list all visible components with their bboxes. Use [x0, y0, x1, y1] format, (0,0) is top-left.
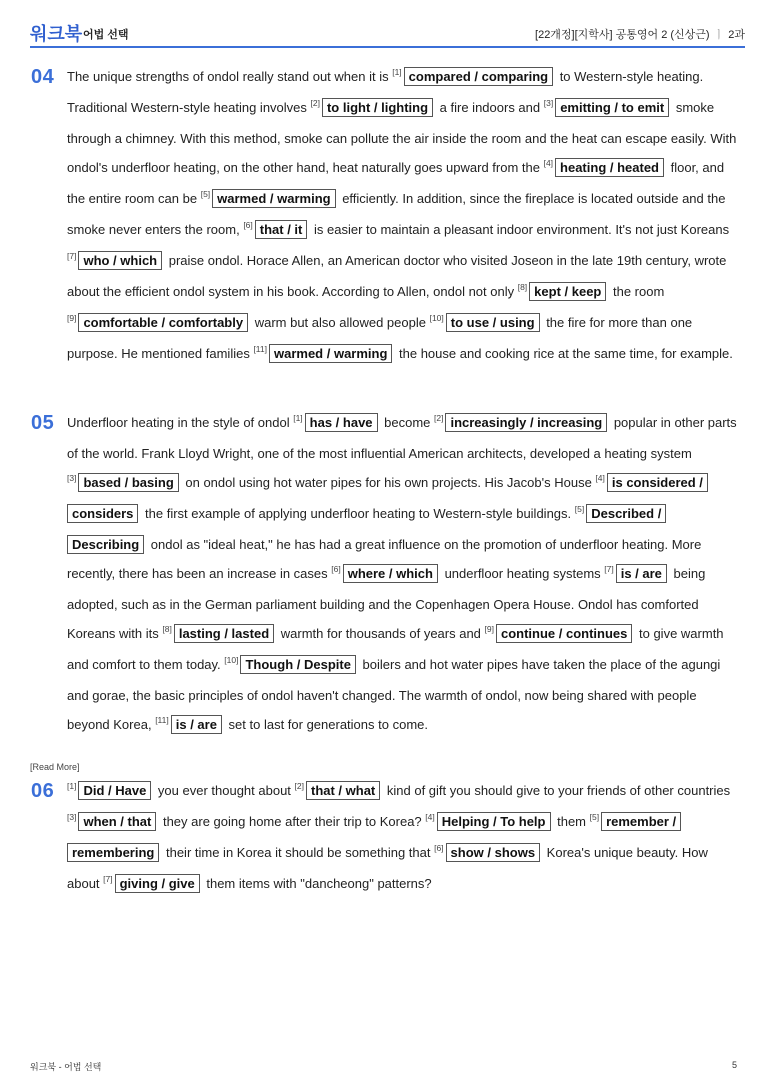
question-number: [10]: [224, 655, 239, 665]
grammar-choice-box[interactable]: to light / lighting: [322, 98, 433, 117]
question-number: [7]: [67, 251, 77, 261]
passage-sentence: to give warmth and comfort to them today.: [67, 626, 724, 672]
passage-sentence: is easier to maintain a pleasant indoor environment. It's not just Koreans: [310, 222, 730, 237]
passage-text: [67, 62, 737, 370]
passage-text: [67, 776, 737, 900]
question-number: [2]: [434, 413, 444, 423]
passage-sentence: popular in other parts of the world. Frank Lloyd Wright, one of the most influential American architects, developed a heating system: [67, 415, 737, 461]
grammar-choice-box[interactable]: show / shows: [446, 843, 541, 862]
question-number: [7]: [103, 874, 113, 884]
passage-sentence: underfloor heating systems: [440, 566, 605, 581]
grammar-choice-box[interactable]: lasting / lasted: [174, 624, 274, 643]
brand-title: 워크북: [30, 24, 83, 44]
grammar-choice-box[interactable]: continue / continues: [496, 624, 632, 643]
passage-sentence: being adopted, such as in the German parliament building and the Copenhagen Opera House. Ondol has comforted Koreans with its: [67, 566, 706, 641]
grammar-choice-box[interactable]: when / that: [78, 812, 156, 831]
passage-sentence: on ondol using hot water pipes for his own projects. His Jacob's House: [181, 475, 596, 490]
question-number: [5]: [200, 189, 211, 199]
passage-sentence: the fire for more than one purpose. He mentioned families: [67, 315, 693, 361]
grammar-choice-box[interactable]: warmed / warming: [269, 344, 392, 363]
passage-sentence: set to last for generations to come.: [224, 717, 428, 732]
passage-sentence: The unique strengths of ondol really stand out when it is: [67, 69, 393, 84]
grammar-choice-box[interactable]: where / which: [343, 564, 438, 583]
passage-sentence: praise ondol. Horace Allen, an American doctor who visited Joseon in the late 19th century, wrote about the efficient ondol system in his book. According to Allen, ondol not only: [67, 253, 727, 299]
passage-sentence: their time in Korea it should be something that: [162, 845, 435, 860]
passage-sentence: warmth for thousands of years and: [277, 626, 485, 641]
question-number: [5]: [589, 812, 600, 822]
question-number: [5]: [574, 504, 585, 514]
grammar-choice-box[interactable]: kept / keep: [529, 282, 606, 301]
read-more-label: [Read More]: [30, 762, 80, 772]
passage-sentence: Underfloor heating in the style of ondol: [67, 415, 294, 430]
passage-sentence: the room: [609, 284, 665, 299]
passage-sentence: you ever thought about: [154, 783, 295, 798]
passage-text: [67, 408, 737, 741]
page-header: [30, 20, 745, 48]
question-number: [3]: [543, 98, 554, 108]
passage-number: 06: [31, 780, 55, 802]
grammar-choice-box[interactable]: who / which: [78, 251, 162, 270]
passage-sentence: them: [553, 814, 590, 829]
question-number: [9]: [67, 313, 77, 323]
question-number: [8]: [162, 624, 172, 634]
grammar-choice-box[interactable]: is considered / considers: [67, 473, 708, 523]
grammar-choice-box[interactable]: warmed / warming: [212, 189, 335, 208]
grammar-choice-box[interactable]: emitting / to emit: [555, 98, 669, 117]
question-number: [2]: [294, 781, 304, 791]
footer-title: 워크북 - 어법 선택: [30, 1062, 102, 1072]
question-number: [11]: [155, 715, 169, 725]
grammar-choice-box[interactable]: comfortable / comfortably: [78, 313, 248, 332]
question-number: [3]: [67, 812, 77, 822]
passage-number: 05: [31, 412, 55, 434]
passage-04: [30, 62, 745, 370]
question-number: [2]: [310, 98, 320, 108]
grammar-choice-box[interactable]: compared / comparing: [404, 67, 553, 86]
passage-sentence: a fire indoors and: [436, 100, 544, 115]
passage-sentence: floor, and the entire room can be: [67, 160, 725, 206]
question-number: [7]: [604, 564, 614, 574]
passage-sentence: they are going home after their trip to Korea?: [159, 814, 426, 829]
grammar-choice-box[interactable]: based / basing: [78, 473, 178, 492]
grammar-choice-box[interactable]: Did / Have: [78, 781, 151, 800]
passage-sentence: warm but also allowed people: [251, 315, 430, 330]
grammar-choice-box[interactable]: remember / remembering: [67, 812, 681, 862]
passage-sentence: ondol as "ideal heat," he has had a great influence on the promotion of underfloor heating. More recently, there has been an increase in cases: [67, 537, 702, 581]
question-number: [6]: [243, 220, 253, 230]
grammar-choice-box[interactable]: Described / Describing: [67, 504, 666, 554]
grammar-choice-box[interactable]: to use / using: [446, 313, 540, 332]
grammar-choice-box[interactable]: is / are: [171, 715, 222, 734]
question-number: [9]: [484, 624, 494, 634]
header-separator: ㅣ: [713, 29, 725, 41]
passage-number: 04: [31, 66, 55, 88]
grammar-choice-box[interactable]: is / are: [616, 564, 667, 583]
question-number: [1]: [293, 413, 303, 423]
passage-sentence: boilers and hot water pipes have taken the place of the agungi and gorae, the basic principles of ondol haven't changed. The warmth of ondol, now being shared with people beyond Korea,: [67, 657, 721, 732]
grammar-choice-box[interactable]: that / it: [255, 220, 308, 239]
course-title: [22개정][지학사] 공통영어 2 (신상근): [535, 29, 710, 41]
question-number: [10]: [429, 313, 444, 323]
grammar-choice-box[interactable]: Though / Despite: [240, 655, 355, 674]
question-number: [8]: [517, 282, 528, 292]
passage-sentence: become: [380, 415, 435, 430]
question-number: [1]: [392, 67, 402, 77]
question-number: [6]: [331, 564, 341, 574]
passage-05: [30, 408, 745, 741]
passage-sentence: efficiently. In addition, since the fireplace is located outside and the smoke never enters the room,: [67, 191, 726, 237]
question-number: [4]: [543, 158, 554, 168]
passage-sentence: them items with "dancheong" patterns?: [202, 876, 432, 891]
question-number: [11]: [253, 344, 267, 354]
lesson-label: 2과: [728, 29, 745, 41]
page-number: 5: [732, 1060, 738, 1070]
question-number: [4]: [425, 812, 435, 822]
passage-06: [30, 776, 745, 900]
passage-sentence: smoke through a chimney. With this method, smoke can pollute the air inside the room and the heat can escape easily. With ondol's underfloor heating, on the other hand, heat naturally goes upward from the: [67, 100, 737, 175]
passage-sentence: Korea's unique beauty. How about: [67, 845, 708, 891]
passage-sentence: kind of gift you should give to your friends of other countries: [383, 783, 731, 798]
brand-subtitle: 어법 선택: [83, 29, 129, 41]
passage-sentence: the first example of applying underfloor heating to Western-style buildings.: [141, 506, 575, 521]
grammar-choice-box[interactable]: heating / heated: [555, 158, 664, 177]
question-number: [1]: [67, 781, 77, 791]
question-number: [6]: [434, 843, 444, 853]
grammar-choice-box[interactable]: Helping / To help: [437, 812, 551, 831]
question-number: [3]: [67, 473, 77, 483]
grammar-choice-box[interactable]: that / what: [306, 781, 380, 800]
passage-sentence: to Western-style heating. Traditional Western-style heating involves: [67, 69, 704, 115]
course-info: [535, 26, 745, 42]
question-number: [4]: [595, 473, 605, 483]
grammar-choice-box[interactable]: giving / give: [115, 874, 200, 893]
grammar-choice-box[interactable]: has / have: [305, 413, 378, 432]
passage-sentence: the house and cooking rice at the same time, for example.: [395, 346, 733, 361]
grammar-choice-box[interactable]: increasingly / increasing: [445, 413, 607, 432]
